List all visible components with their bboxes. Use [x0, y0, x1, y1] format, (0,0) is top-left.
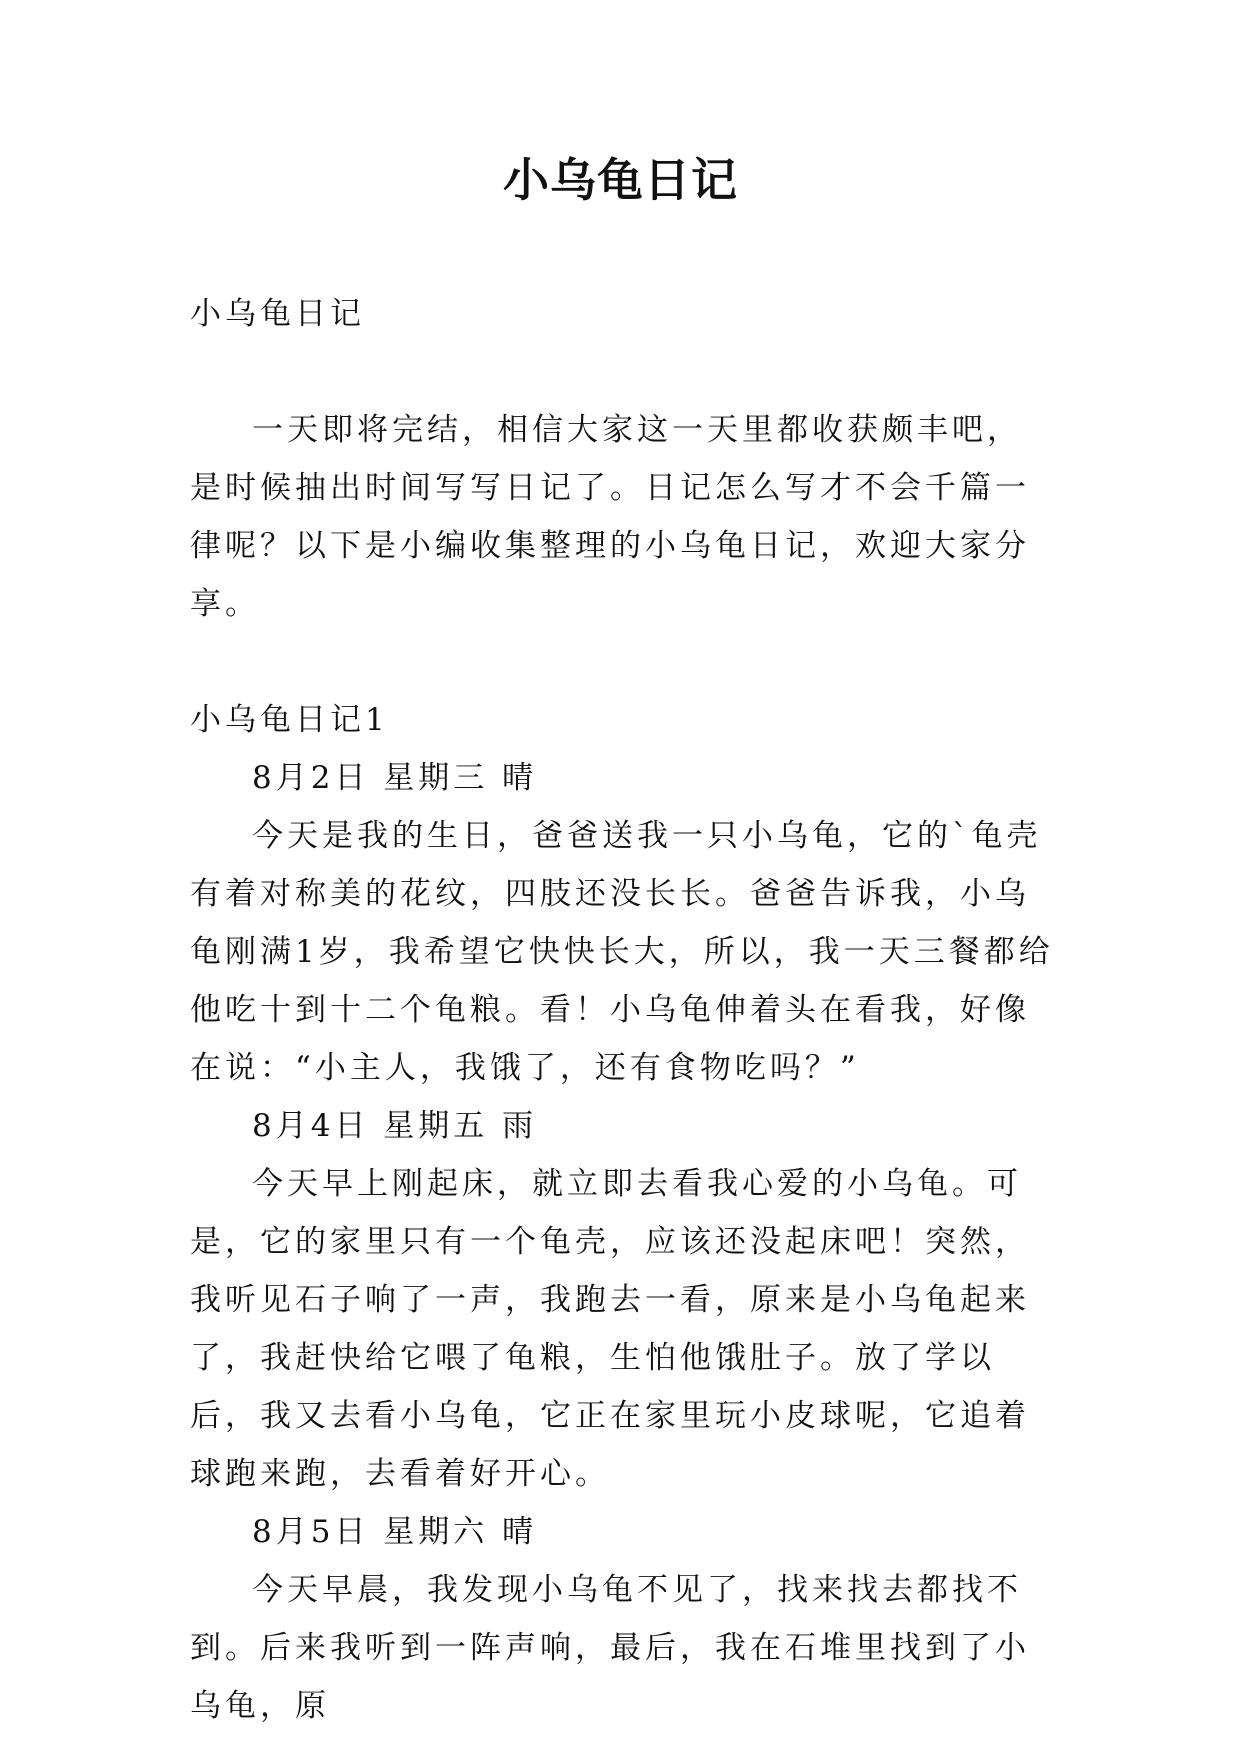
entry-date: 8月4日 星期五 雨 — [252, 1108, 538, 1144]
entry-paragraph: 今天早上刚起床，就立即去看我心爱的小乌龟。可是，它的家里只有一个龟壳，应该还没起床吧！突然，我听见石子响了一声，我跑去一看，原来是小乌龟起来了，我赶快给它喂了龟粮，生怕他饿肚子。放了学以后，我又去看小乌龟，它正在家里玩小皮球呢，它追着球跑来跑，去看着好开心。 — [190, 1166, 1030, 1492]
entry-paragraph: 今天是我的生日，爸爸送我一只小乌龟，它的`龟壳有着对称美的花纹，四肢还没长长。爸爸告诉我，小乌龟刚满1岁，我希望它快快长大，所以，我一天三餐都给他吃十到十二个龟粮。看！小乌龟伸着头在看我，好像在说：“小主人，我饿了，还有食物吃吗？” — [190, 818, 1054, 1086]
entry-date: 8月2日 星期三 晴 — [252, 760, 538, 796]
intro-paragraph: 一天即将完结，相信大家这一天里都收获颇丰吧，是时候抽出时间写写日记了。日记怎么写才不会千篇一律呢？以下是小编收集整理的小乌龟日记，欢迎大家分享。 — [190, 412, 1030, 622]
section-heading: 小乌龟日记1 — [190, 702, 389, 738]
document-title: 小乌龟日记 — [503, 153, 738, 207]
entry-paragraph: 今天早晨，我发现小乌龟不见了，找来找去都找不到。后来我听到一阵声响，最后，我在石堆里找到了小乌龟，原 — [190, 1572, 1030, 1724]
entry-date: 8月5日 星期六 晴 — [252, 1514, 538, 1550]
document-subtitle: 小乌龟日记 — [190, 296, 365, 332]
document-body — [190, 285, 1055, 1735]
